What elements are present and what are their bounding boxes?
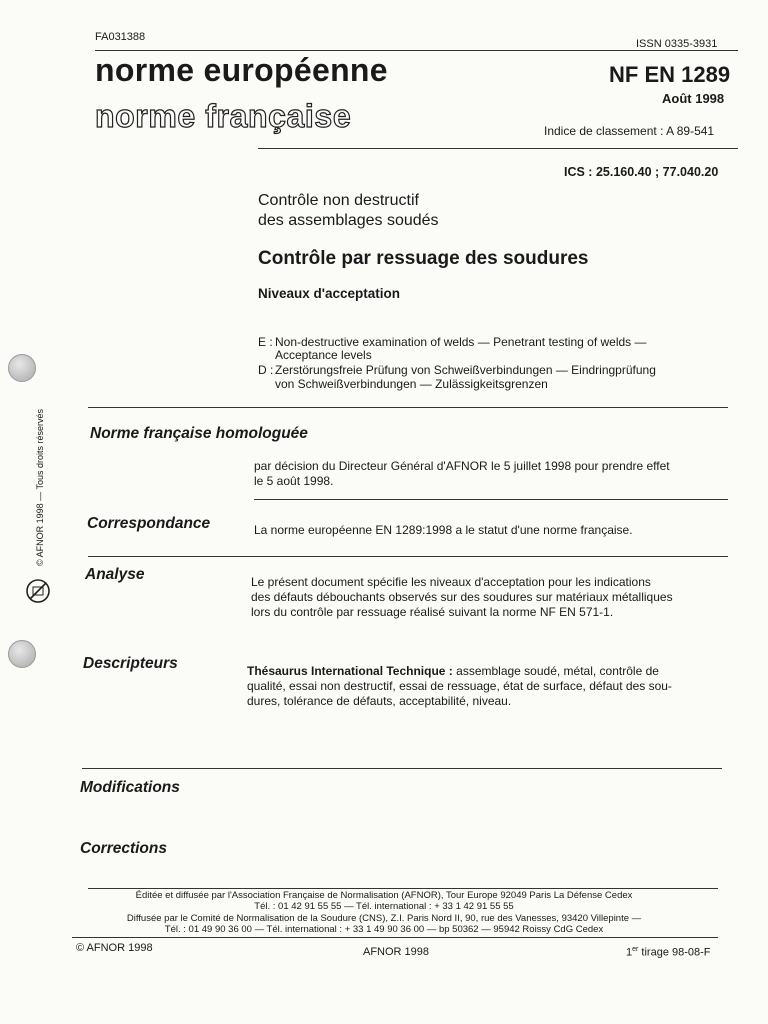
homologuee-text: par décision du Directeur Général d'AFNOR le 5 juillet 1998 pour prendre effet le 5 août 1998. — [254, 459, 670, 488]
correspondance-heading: Correspondance — [87, 515, 211, 532]
no-photocopy-icon — [25, 578, 51, 604]
correspondance-text: La norme européenne EN 1289:1998 a le statut d'une norme française. — [254, 523, 633, 537]
english-title-line-1: Non-destructive examination of welds — Penetrant testing of welds — — [275, 335, 647, 349]
footer-distributor-phone-line: Tél. : 01 49 90 36 00 — Tél. international : + 33 1 49 90 36 00 — bp 50362 — 95942 Roissy CdG Cedex — [164, 924, 604, 935]
modifications-heading: Modifications — [80, 779, 180, 796]
footer-copyright: © AFNOR 1998 — [76, 942, 153, 954]
german-title-line-2: von Schweißverbindungen — Zulässigkeitsgrenzen — [275, 377, 548, 391]
footer-rule — [72, 937, 718, 938]
title-rule — [258, 148, 738, 149]
classification-index: Indice de classement : A 89-541 — [544, 124, 715, 138]
german-title-line-1: Zerstörungsfreie Prüfung von Schweißverbindungen — Eindringprüfung — [275, 363, 656, 377]
analyse-text: Le présent document spécifie les niveaux d'acceptation pour les indications des défauts débouchants observés sur des soudures sur matériaux métalliques lors du contrôle par ressuage réalisé suivant la norme NF EN 571-1. — [251, 575, 673, 619]
footer-rule — [88, 888, 718, 889]
section-rule — [82, 768, 722, 769]
printing-info: 1er tirage 98-08-F — [626, 946, 711, 959]
section-rule — [88, 407, 728, 408]
footer-publisher: AFNOR 1998 — [363, 946, 430, 958]
footer-phone-line: Tél. : 01 42 91 55 55 — Tél. international : + 33 1 42 91 55 55 — [254, 901, 514, 912]
english-title-line-2: Acceptance levels — [275, 348, 372, 362]
section-rule — [254, 499, 728, 500]
section-rule — [88, 556, 728, 557]
issn: ISSN 0335-3931 — [636, 38, 718, 50]
descripteurs-text: Thésaurus International Technique : assemblage soudé, métal, contrôle de qualité, essai non destructif, essai de ressuage, état de surface, défaut des sou- dures, tolérance de défauts, acceptabilité, niveau. — [247, 664, 672, 708]
title-norme-europeenne: norme européenne — [95, 52, 388, 88]
german-prefix: D : — [258, 363, 274, 377]
english-prefix: E : — [258, 335, 273, 349]
ics-code: ICS : 25.160.40 ; 77.040.20 — [564, 165, 719, 179]
subject-line-2: des assemblages soudés — [258, 212, 439, 229]
footer-publisher-line: Éditée et diffusée par l'Association Française de Normalisation (AFNOR), Tour Europe 92049 Paris La Défense Cedex — [135, 890, 633, 901]
standard-number: NF EN 1289 — [609, 62, 731, 87]
analyse-heading: Analyse — [85, 566, 145, 583]
homologuee-heading: Norme française homologuée — [90, 425, 308, 442]
punch-hole — [8, 354, 36, 382]
vertical-copyright: © AFNOR 1998 — Tous droits réservés — [35, 408, 45, 566]
header-rule — [95, 50, 738, 51]
standard-date: Août 1998 — [662, 91, 725, 106]
subject-line-1: Contrôle non destructif — [258, 192, 419, 209]
document-code: FA031388 — [95, 31, 146, 43]
descripteurs-heading: Descripteurs — [83, 655, 178, 672]
corrections-heading: Corrections — [80, 840, 167, 857]
subtitle: Niveaux d'acceptation — [258, 286, 401, 301]
punch-hole — [8, 640, 36, 668]
main-title: Contrôle par ressuage des soudures — [258, 248, 589, 269]
footer-distributor-line: Diffusée par le Comité de Normalisation de la Soudure (CNS), Z.I. Paris Nord II, 90, rue des Vanesses, 93420 Villepinte — — [126, 913, 642, 924]
title-norme-francaise: norme française — [95, 98, 352, 134]
